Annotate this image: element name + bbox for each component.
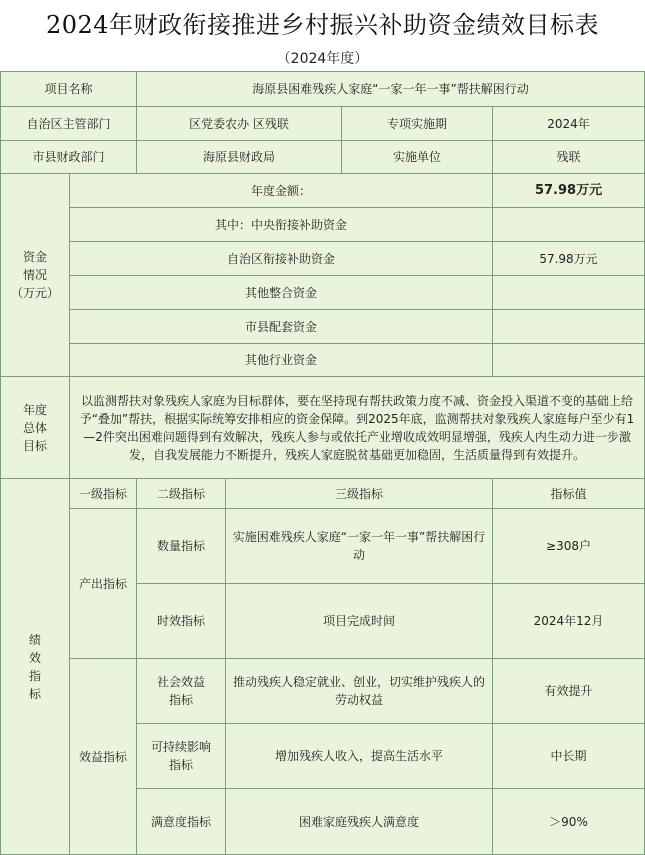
social-label: 社会效益 指标 <box>137 659 226 724</box>
funds-row <box>1 310 645 344</box>
funds-row <box>1 344 645 377</box>
unit-value: 残联 <box>493 141 645 174</box>
funds-row <box>1 242 645 276</box>
goal-text: 以监测帮扶对象残疾人家庭为目标群体，要在坚持现有帮扶政策力度不减、资金投入渠道不变的基础上给予“叠加”帮扶，根据实际统筹安排相应的资金保障。到2025年底，监测帮扶对象残疾人家庭每户至少有1—2件突出困难问题得到有效解决，残疾人参与或依托产业增收成效明显增强，残疾人内生动力进一步激发，自我发展能力不断提升，残疾人家庭脱贫基础更加稳固，生活质量得到有效提升。 <box>70 377 645 479</box>
project-value: 海原县困难残疾人家庭“一家一年一事”帮扶解困行动 <box>137 72 645 107</box>
timeliness-third: 项目完成时间 <box>226 584 493 659</box>
fund-central-value <box>493 208 645 242</box>
timeliness-label: 时效指标 <box>137 584 226 659</box>
city-value: 海原县财政局 <box>137 141 342 174</box>
indicator-row <box>1 509 645 584</box>
satisfaction-third: 困难家庭残疾人满意度 <box>226 789 493 855</box>
sustain-third: 增加残疾人收入，提高生活水平 <box>226 724 493 789</box>
indicator-header-row <box>1 479 645 509</box>
period-label: 专项实施期 <box>342 107 493 141</box>
fund-region-label: 自治区衔接补助资金 <box>70 242 493 276</box>
fund-industry-value <box>493 344 645 377</box>
header-level2: 二级指标 <box>137 479 226 509</box>
year-label: （2024年度） <box>276 51 369 67</box>
project-label: 项目名称 <box>1 72 137 107</box>
fund-industry-label: 其他行业资金 <box>70 344 493 377</box>
quantity-label: 数量指标 <box>137 509 226 584</box>
output-indicator-label: 产出指标 <box>70 509 137 659</box>
social-value: 有效提升 <box>493 659 645 724</box>
header-level3: 三级指标 <box>226 479 493 509</box>
fund-other-label: 其他整合资金 <box>70 276 493 310</box>
dept-value: 区党委农办 区残联 <box>137 107 342 141</box>
fund-total-label: 年度金额： <box>70 174 493 208</box>
city-row <box>1 141 645 174</box>
benefit-indicator-label: 效益指标 <box>70 659 137 855</box>
page-title: 2024年财政衔接推进乡村振兴补助资金绩效目标表 <box>45 10 600 39</box>
unit-label: 实施单位 <box>342 141 493 174</box>
timeliness-value: 2024年12月 <box>493 584 645 659</box>
quantity-value: ≥308户 <box>493 509 645 584</box>
satisfaction-value: ＞90% <box>493 789 645 855</box>
city-label: 市县财政部门 <box>1 141 137 174</box>
fund-total-value: 57.98万元 <box>493 174 645 208</box>
fund-region-value: 57.98万元 <box>493 242 645 276</box>
funds-row <box>1 208 645 242</box>
indicator-row <box>1 659 645 724</box>
indicators-label: 绩 效 指 标 <box>1 479 70 855</box>
funds-label: 资金 情况 （万元） <box>1 174 70 377</box>
sustain-label: 可持续影响 指标 <box>137 724 226 789</box>
target-table <box>0 71 645 855</box>
goal-label: 年度 总体 目标 <box>1 377 70 479</box>
satisfaction-label: 满意度指标 <box>137 789 226 855</box>
quantity-third: 实施困难残疾人家庭“一家一年一事”帮扶解困行动 <box>226 509 493 584</box>
dept-label: 自治区主管部门 <box>1 107 137 141</box>
fund-central-label: 其中：中央衔接补助资金 <box>70 208 493 242</box>
funds-row <box>1 174 645 208</box>
header-level1: 一级指标 <box>70 479 137 509</box>
fund-other-value <box>493 276 645 310</box>
sustain-value: 中长期 <box>493 724 645 789</box>
social-third: 推动残疾人稳定就业、创业，切实维护残疾人的劳动权益 <box>226 659 493 724</box>
fund-county-label: 市县配套资金 <box>70 310 493 344</box>
goal-row <box>1 377 645 479</box>
funds-row <box>1 276 645 310</box>
header-value: 指标值 <box>493 479 645 509</box>
project-row <box>1 72 645 107</box>
dept-row <box>1 107 645 141</box>
period-value: 2024年 <box>493 107 645 141</box>
fund-county-value <box>493 310 645 344</box>
